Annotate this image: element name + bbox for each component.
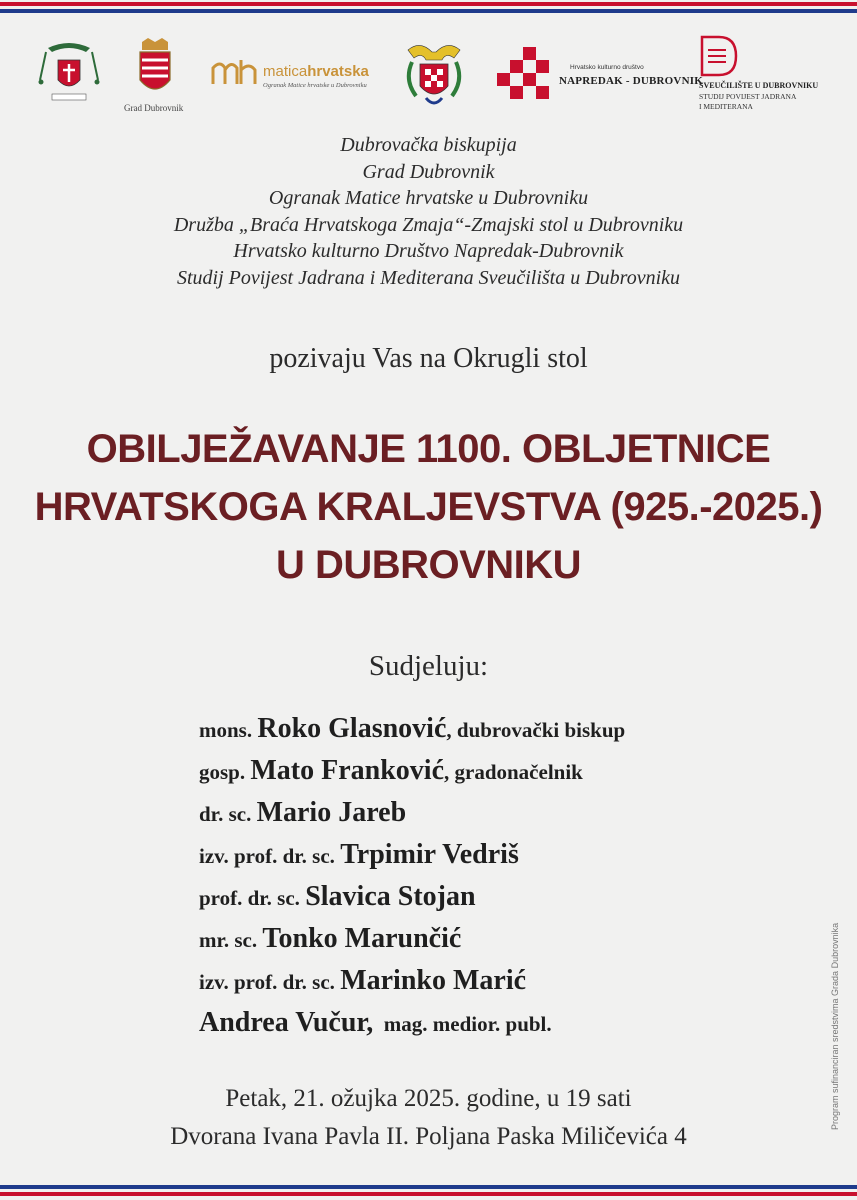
university-department-line-2: I MEDITERANA — [699, 102, 753, 111]
participant-name: Slavica Stojan — [305, 881, 476, 912]
participant — [199, 960, 759, 1002]
participant-role: mag. medior. publ. — [373, 1012, 552, 1036]
participant-title: prof. dr. sc. — [199, 886, 306, 910]
organizers-list — [0, 132, 857, 291]
city-caption: Grad Dubrovnik — [124, 103, 184, 113]
event-title — [0, 420, 857, 594]
event-title-line: U DUBROVNIKU — [275, 543, 582, 587]
napredak-checkerboard-icon — [497, 47, 549, 101]
participants-heading: Sudjeluju: — [368, 650, 489, 682]
participant-name: Marinko Marić — [340, 965, 527, 996]
participant-title: mons. — [199, 718, 258, 742]
invitation-line: pozivaju Vas na Okrugli stol — [269, 343, 588, 374]
organizer: Dubrovačka biskupija — [340, 134, 517, 156]
event-title-line: OBILJEŽAVANJE 1100. OBLJETNICE — [86, 427, 771, 471]
participant-name: Trpimir Vedriš — [340, 839, 519, 870]
organizer: Hrvatsko kulturno Društvo Napredak-Dubrovnik — [233, 240, 624, 262]
participant-name: Roko Glasnović — [257, 713, 447, 744]
university-name: SVEUČILIŠTE U DUBROVNIKU — [699, 81, 819, 90]
matica-brand-bold: hrvatska — [307, 63, 369, 80]
participant-role: , gradonačelnik — [444, 760, 583, 784]
matica-hrvatska-logo-icon — [211, 58, 259, 86]
napredak-society-label: Hrvatsko kulturno društvo — [570, 64, 644, 71]
participant-title: gosp. — [199, 760, 251, 784]
city-coat-of-arms-icon — [134, 38, 176, 102]
participant — [199, 918, 759, 960]
participant — [199, 876, 759, 918]
organizer: Družba „Braća Hrvatskoga Zmaja“-Zmajski stol u Dubrovniku — [173, 213, 684, 236]
university-department — [699, 92, 829, 112]
participant — [199, 1002, 759, 1044]
bishop-coat-of-arms-icon — [38, 40, 100, 108]
university-logo-icon — [699, 34, 739, 78]
participant — [199, 708, 759, 750]
napredak-name: NAPREDAK - DUBROVNIK — [559, 75, 703, 87]
top-stripe-red — [0, 2, 857, 6]
event-date: Petak, 21. ožujka 2025. godine, u 19 sati — [225, 1085, 632, 1112]
bottom-stripe-red — [0, 1192, 857, 1196]
participant-title: mr. sc. — [199, 928, 263, 952]
participant-title: dr. sc. — [199, 802, 257, 826]
participant — [199, 792, 759, 834]
participant-title: izv. prof. dr. sc. — [199, 970, 341, 994]
dragon-crest-icon — [402, 40, 466, 112]
event-details — [0, 1080, 857, 1156]
organizer: Studij Povijest Jadrana i Mediterana Sveučilišta u Dubrovniku — [176, 266, 681, 289]
event-venue: Dvorana Ivana Pavla II. Poljana Paska Miličevića 4 — [170, 1123, 687, 1150]
participant — [199, 750, 759, 792]
matica-brand — [263, 63, 369, 80]
participant-name: Andrea Vučur, — [199, 1007, 374, 1038]
event-title-line: HRVATSKOGA KRALJEVSTVA (925.-2025.) — [34, 485, 823, 529]
top-stripe-blue — [0, 9, 857, 13]
participant-title: izv. prof. dr. sc. — [199, 844, 341, 868]
participants-list — [199, 708, 759, 1044]
participant-name: Tonko Marunčić — [262, 923, 462, 954]
bottom-stripe-blue — [0, 1185, 857, 1189]
organizer: Grad Dubrovnik — [362, 160, 495, 183]
organizer: Ogranak Matice hrvatske u Dubrovniku — [268, 187, 589, 209]
participant-name: Mato Franković — [250, 755, 444, 786]
participant-name: Mario Jareb — [256, 797, 407, 828]
matica-subtitle: Ogranak Matice hrvatske u Dubrovniku — [263, 82, 367, 89]
funding-note: Program sufinanciran sredstvima Grada Dubrovnika — [830, 922, 840, 1130]
participant-role: , dubrovački biskup — [446, 718, 626, 742]
matica-brand-light: matica — [263, 63, 308, 80]
participant — [199, 834, 759, 876]
university-department-line-1: STUDIJ POVIJEST JADRANA — [699, 92, 797, 101]
